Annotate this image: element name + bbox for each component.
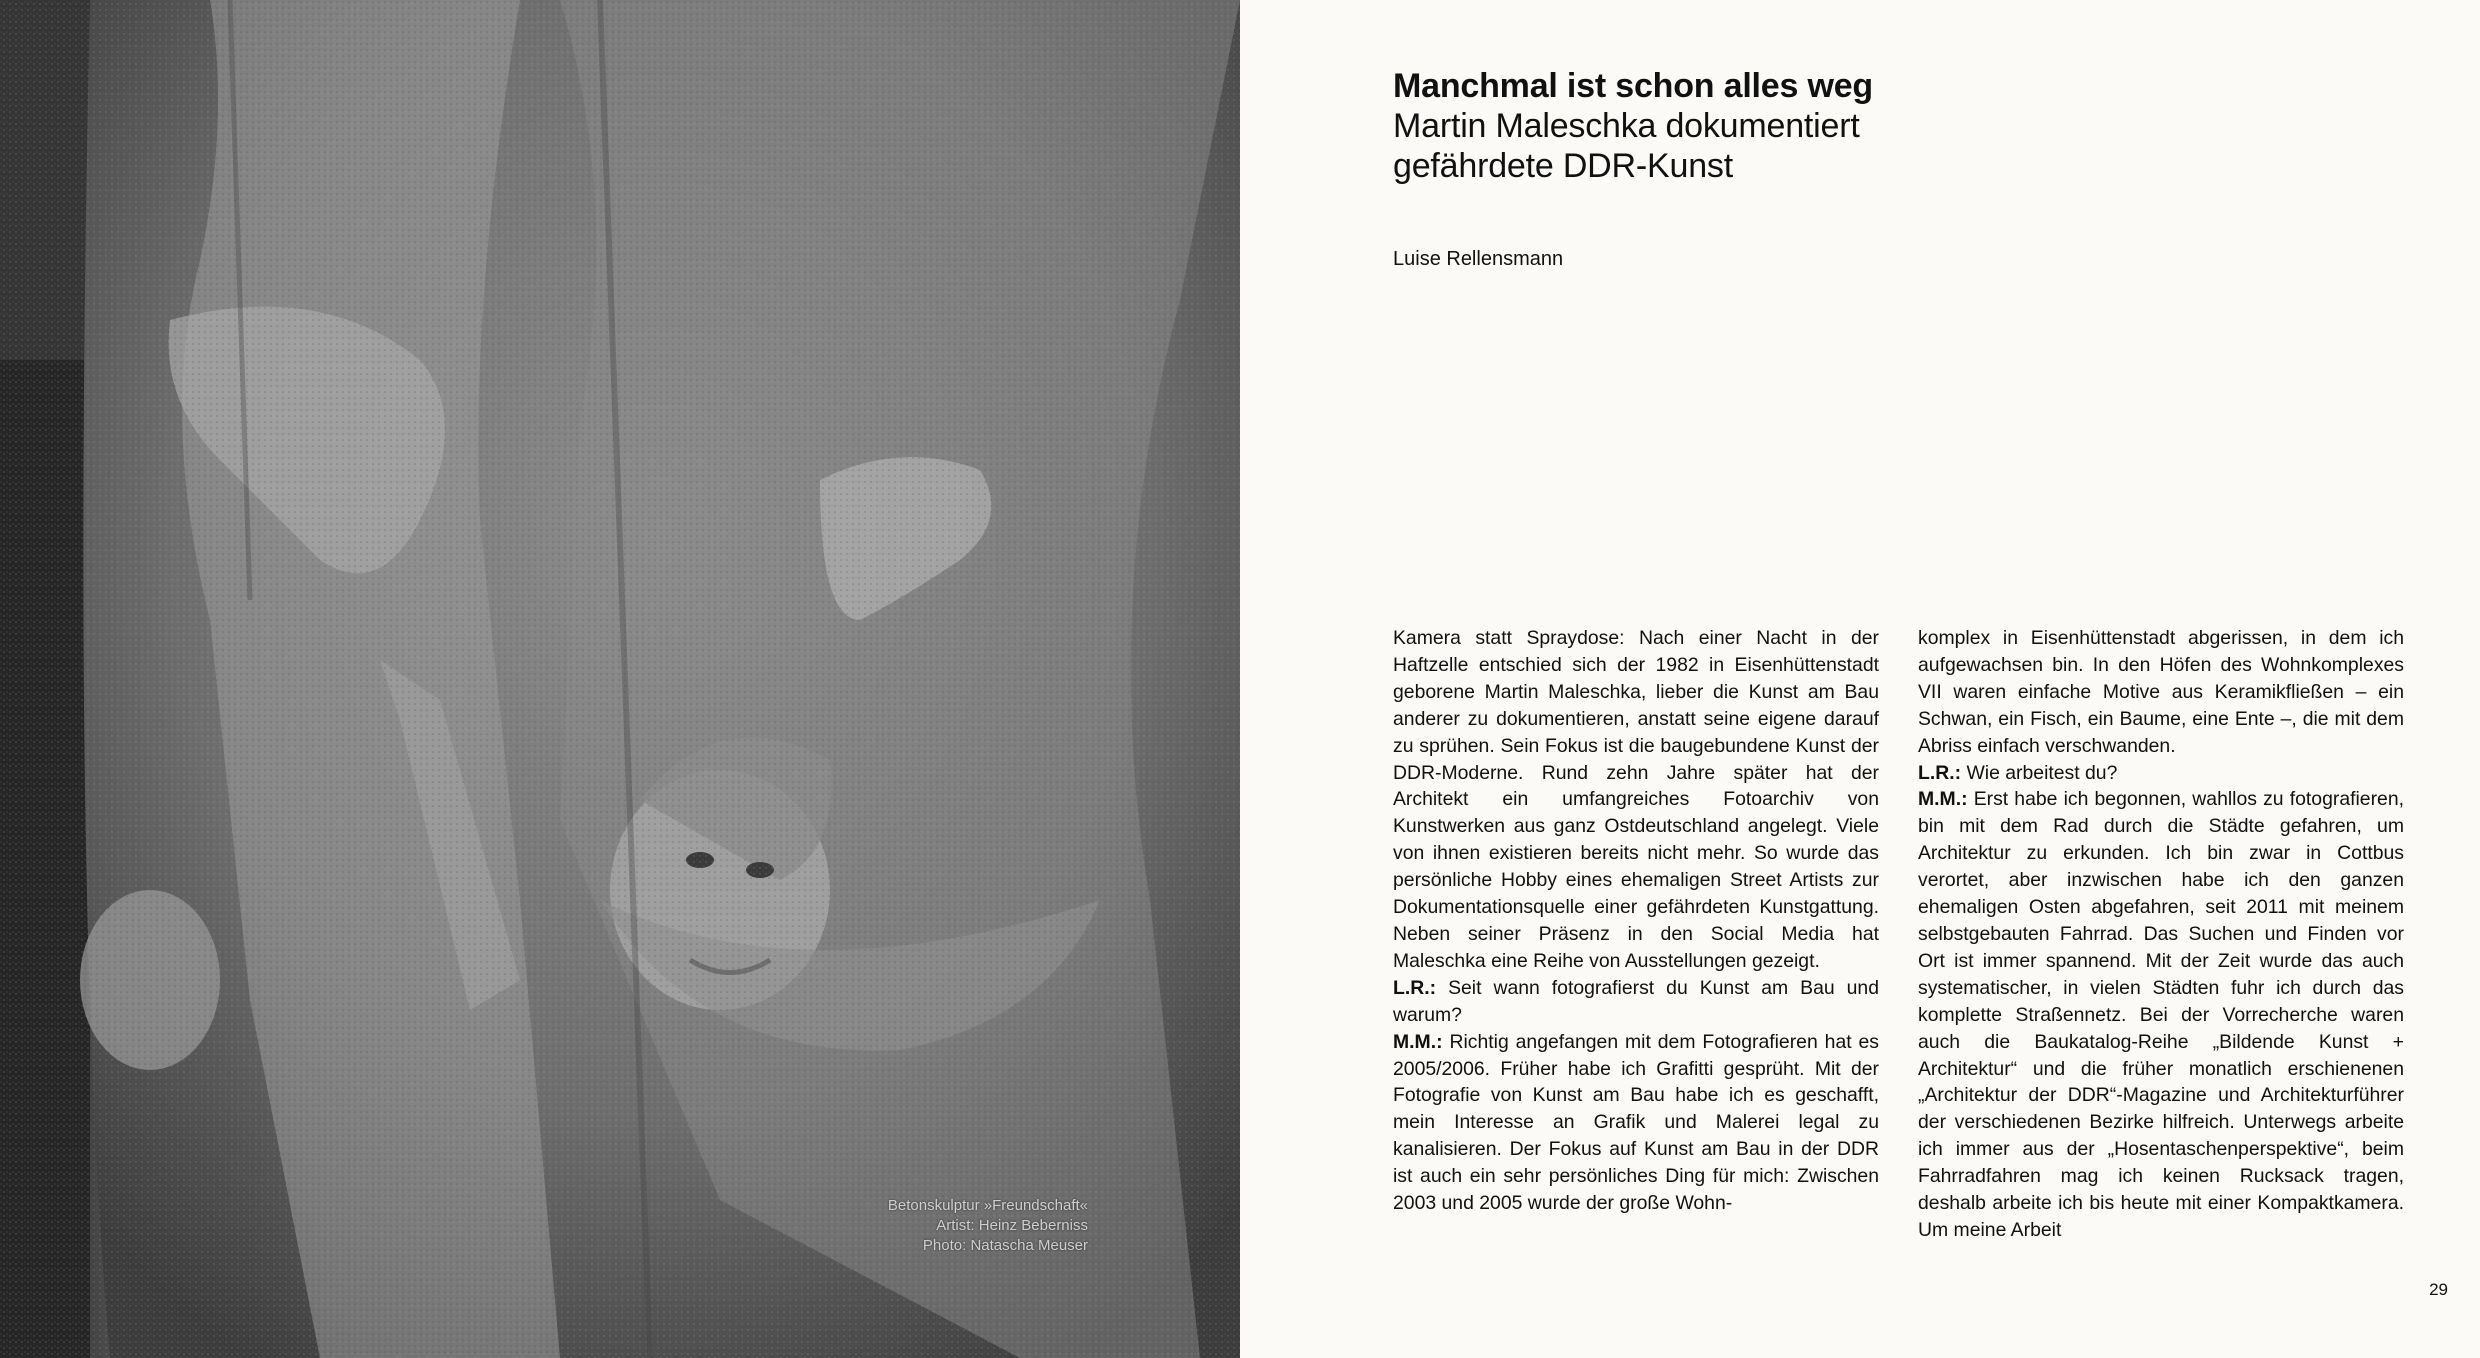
paragraph-text: komplex in Eisenhüttenstadt abgerissen, in dem ich aufgewachsen bin. In den Höfen des Wohnkomplexes VII waren einfache Motive aus Keramikfließen – ein Schwan, ein Fisch, ein Baume, eine Ente –, die mit dem Abriss einfach verschwanden. [1918,627,2404,757]
paragraph [1393,975,1879,1029]
photo-caption [748,1196,1088,1256]
paragraph [1393,1029,1879,1217]
article-title: Manchmal ist schon alles weg [1393,67,1873,105]
article-page [1240,0,2480,1358]
speaker-label: M.M.: [1918,788,1968,811]
page-number: 29 [2429,1280,2448,1299]
paragraph-text: Erst habe ich begonnen, wahllos zu fotografieren, bin mit dem Rad durch die Städte gefahren, um Architektur zu erkunden. Ich bin zwar in Cottbus verortet, aber inzwischen habe ich den ganzen ehemaligen Osten abgefahren, seit 2011 mit meinem selbstgebauten Fahrrad. Das Suchen und Finden vor Ort ist immer spannend. Mit der Zeit wurde das auch systematischer, in vielen Städten fuhr ich durch das komplette Straßennetz. Bei der Vorrecherche waren auch die Baukatalog-Reihe „Bildende Kunst + Architektur“ und die früher monatlich erschienenen „Architektur der DDR“-Magazine und Architekturführer der verschiedenen Bezirke hilfreich. Unterwegs arbeite ich immer aus der „Hosentaschenperspektive“, beim Fahrradfahren mag ich keinen Rucksack tragen, deshalb arbeite ich bis heute mit einer Kompaktkamera. Um meine Arbeit [1918,788,2404,1241]
speaker-label: M.M.: [1393,1030,1443,1053]
text-column-right [1918,625,2404,1244]
caption-line: Artist: Heinz Beberniss [936,1217,1088,1234]
paragraph-text: Richtig angefangen mit dem Fotografieren hat es 2005/2006. Früher habe ich Grafitti gesprüht. Mit der Fotografie von Kunst am Bau habe ich es geschafft, mein Interesse an Grafik und Malerei legal zu kanalisieren. Der Fokus auf Kunst am Bau in der DDR ist auch ein sehr persönliches Ding für mich: Zwischen 2003 und 2005 wurde der große Wohn- [1393,1030,1880,1215]
caption-line: Betonskulptur »Freundschaft« [887,1197,1088,1214]
article-subtitle-line: gefährdete DDR-Kunst [1393,147,1733,185]
paragraph [1918,786,2404,1243]
article-author: Luise Rellensmann [1393,248,1564,270]
paragraph [1918,760,2404,787]
paragraph-text: Wie arbeitest du? [1966,761,2118,784]
article-heading [1393,66,2093,186]
paragraph-text: Seit wann fotografierst du Kunst am Bau und warum? [1393,976,1880,1026]
speaker-label: L.R.: [1393,976,1437,999]
speaker-label: L.R.: [1918,761,1962,784]
article-subtitle-line: Martin Maleschka dokumentiert [1393,107,1860,145]
caption-line: Photo: Natascha Meuser [922,1237,1088,1254]
paragraph [1918,625,2404,760]
text-column-left [1393,625,1879,1217]
paragraph-text: Kamera statt Spraydose: Nach einer Nacht in der Haftzelle entschied sich der 1982 in Eisenhüttenstadt geborene Martin Maleschka, lieber die Kunst am Bau anderer zu dokumentieren, anstatt seine eigene darauf zu sprühen. Sein Fokus ist die baugebundene Kunst der DDR-Moderne. Rund zehn Jahre später hat der Architekt ein umfangreiches Fotoarchiv von Kunstwerken aus ganz Ostdeutschland angelegt. Viele von ihnen existieren bereits nicht mehr. So wurde das persönliche Hobby eines ehemaligen Street Artists zur Dokumentationsquelle einer gefährdeten Kunstgattung. Neben seiner Präsenz in den Social Media hat Maleschka eine Reihe von Ausstellungen gezeigt. [1393,627,1879,972]
paragraph [1393,625,1879,975]
